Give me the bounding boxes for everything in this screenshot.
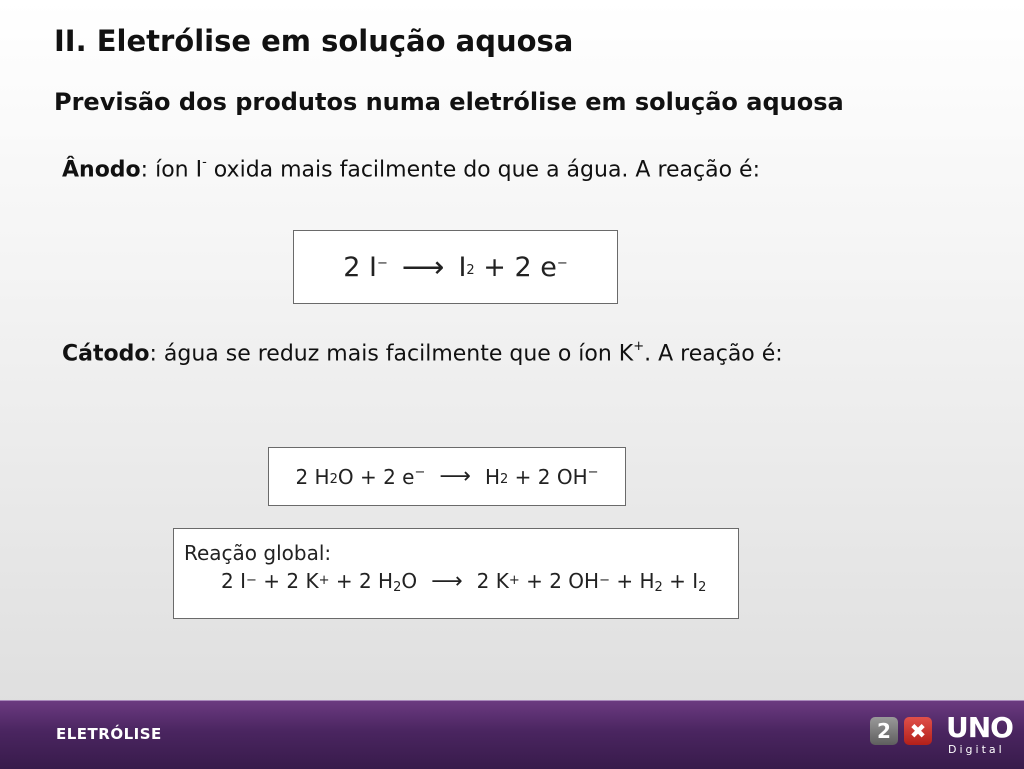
global-eq-sub: 2 (698, 580, 707, 595)
cathode-eq-part: H (484, 464, 500, 489)
global-eq-part: + I (662, 569, 699, 593)
cathode-equation-box (268, 447, 626, 506)
cathode-ion-charge: + (633, 339, 645, 354)
anode-eq-coef: 2 (343, 251, 361, 283)
anode-equation-box (293, 230, 618, 304)
cathode-text-1: : água se reduz mais facilmente que o íon K (149, 341, 634, 367)
global-eq-part: 2 I (221, 569, 246, 593)
cathode-label: Cátodo (62, 341, 150, 367)
anode-eq-electrons: 2 e (514, 251, 557, 283)
anode-eq-product: I (458, 251, 467, 283)
slide-subtitle: Previsão dos produtos numa eletrólise em solução aquosa (54, 88, 844, 116)
global-eq-sub: 2 (393, 580, 402, 595)
global-reaction-box (173, 528, 739, 619)
global-eq-charge: + (508, 573, 520, 588)
anode-text-1: : íon I (140, 157, 203, 183)
global-eq-charge: − (245, 573, 257, 588)
global-eq-part: 2 K (476, 569, 509, 593)
global-eq-sub: 2 (654, 580, 663, 595)
cathode-eq-charge: − (414, 465, 426, 480)
reaction-arrow-icon: ⟶ (439, 464, 471, 489)
anode-eq-plus: + (474, 251, 515, 283)
anode-text-2: oxida mais facilmente do que a água. A reação é: (206, 157, 761, 183)
footer-topic-label: ELETRÓLISE (56, 725, 162, 743)
cathode-eq-sub: 2 (329, 472, 338, 487)
anode-eq-reactant-charge: − (376, 255, 388, 271)
logo-x-icon: ✖ (904, 717, 932, 745)
cathode-eq-sub: 2 (499, 472, 509, 487)
reaction-arrow-icon: ⟶ (431, 569, 463, 594)
cathode-eq-part: + 2 OH (508, 464, 588, 489)
footer-bar (0, 700, 1024, 769)
slide-title: II. Eletrólise em solução aquosa (54, 24, 574, 58)
cathode-text-2: . A reação é: (644, 341, 783, 367)
cathode-eq-part: O + 2 e (337, 464, 415, 489)
global-eq-part: + 2 OH (519, 569, 600, 593)
cathode-eq-part: 2 H (295, 464, 330, 489)
anode-eq-reactant: I (369, 251, 377, 283)
anode-ion-charge: - (202, 155, 207, 170)
cathode-description (62, 341, 783, 366)
global-reaction-label: Reação global: (184, 541, 332, 565)
brand-sublabel: Digital (948, 743, 1005, 756)
reaction-arrow-icon: ⟶ (401, 249, 445, 285)
anode-description (62, 157, 760, 182)
global-eq-part: O (401, 569, 418, 593)
cathode-eq-charge: − (587, 465, 599, 480)
anode-eq-product-sub: 2 (466, 262, 475, 278)
logo-2-icon: 2 (870, 717, 898, 745)
global-eq-part: + H (610, 569, 655, 593)
brand-logo: UNO (946, 711, 1013, 744)
global-eq-charge: − (599, 573, 610, 588)
global-eq-part: + 2 H (329, 569, 394, 593)
anode-label: Ânodo (62, 157, 141, 183)
global-reaction-equation (184, 569, 728, 594)
global-eq-part: + 2 K (256, 569, 319, 593)
global-eq-charge: + (318, 573, 330, 588)
anode-eq-electrons-charge: − (556, 255, 568, 271)
